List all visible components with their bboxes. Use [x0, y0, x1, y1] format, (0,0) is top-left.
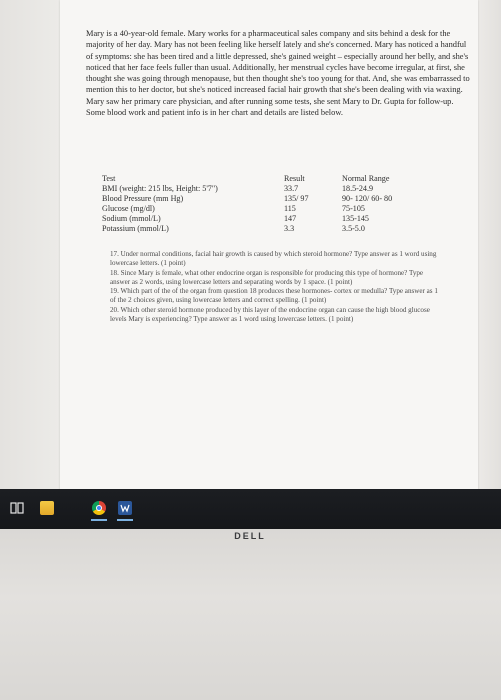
question-17: 17. Under normal conditions, facial hair growth is caused by which steroid hormone? Type answer as 1 word using lowercase letters. (1 point)	[110, 250, 437, 268]
question-18: 18. Since Mary is female, what other endocrine organ is responsible for producing this type of hormone? Type answer as 2 words, using lowercase letters and separating words by 1 space. (1 point)	[110, 268, 424, 286]
test-cell: Sodium (mmol/L)	[102, 213, 161, 223]
result-cell: 147	[284, 213, 297, 223]
monitor-brand-logo: DELL	[234, 531, 266, 541]
test-cell: BMI (weight: 215 lbs, Height: 5'7")	[102, 183, 218, 193]
chrome-active-indicator	[91, 519, 107, 521]
desktop-margin-right	[478, 0, 501, 495]
word-active-indicator	[117, 519, 133, 521]
test-cell: Blood Pressure (mm Hg)	[102, 193, 184, 203]
result-cell: 3.3	[284, 223, 295, 233]
result-cell: 33.7	[284, 183, 299, 193]
task-view-icon[interactable]	[10, 501, 24, 515]
desktop-margin-left	[0, 0, 60, 495]
question-20: 20. Which other steroid hormone produced by this layer of the endocrine organ can cause the high blood glucose levels Mary is experiencing? Type answer as 1 word using lowercase letters. (1 point)	[110, 305, 430, 324]
result-cell: 135/ 97	[284, 193, 309, 203]
test-cell: Glucose (mg/dl)	[102, 203, 155, 213]
range-column	[342, 174, 432, 233]
chrome-icon[interactable]	[92, 501, 106, 515]
taskbar	[0, 489, 501, 529]
monitor-bezel	[0, 529, 501, 700]
range-cell: 90- 120/ 60- 80	[342, 193, 393, 203]
range-cell: 18.5-24.9	[342, 183, 374, 193]
case-intro-paragraph: Mary is a 40-year-old female. Mary works for a pharmaceutical sales company and sits behind a desk for the majority of her day. Mary has not been feeling like herself lately and she's concerned. Mary has noticed a handful of symptoms: she has been tired and a little depressed, she's gained weight – especially around her belly, and she's noticed that her face feels fuller than usual. Additionally, her menstrual cycles have become irregular, at first, she thought she was going through menopause, but then thought she's too young for that. And, she was embarrassed to mention this to her doctor, but she's noticed increased facial hair growth that she's been dealing with via waxing. Mary saw her primary care physician, and after running some tests, she sent Mary to Dr. Gupta for follow-up. Some blood work and patient info is in her chart and details are listed below.	[86, 29, 470, 118]
test-header: Test	[102, 174, 116, 183]
range-cell: 75-105	[342, 203, 365, 213]
range-header: Normal Range	[342, 174, 390, 183]
test-column	[102, 174, 262, 233]
file-explorer-icon[interactable]	[40, 501, 54, 515]
result-cell: 115	[284, 203, 296, 213]
question-list	[110, 250, 440, 324]
question-19: 19. Which part of the of the organ from question 18 produces these hormones- cortex or medulla? Type answer as 1 of the 2 choices given, using lowercase letters and correct spelling. (1 point)	[110, 287, 438, 305]
result-header: Result	[284, 174, 305, 183]
test-cell: Potassium (mmol/L)	[102, 223, 169, 233]
result-column	[284, 174, 328, 233]
range-cell: 135-145	[342, 213, 369, 223]
word-icon[interactable]	[118, 501, 132, 515]
range-cell: 3.5-5.0	[342, 223, 365, 233]
document-page	[60, 0, 478, 495]
